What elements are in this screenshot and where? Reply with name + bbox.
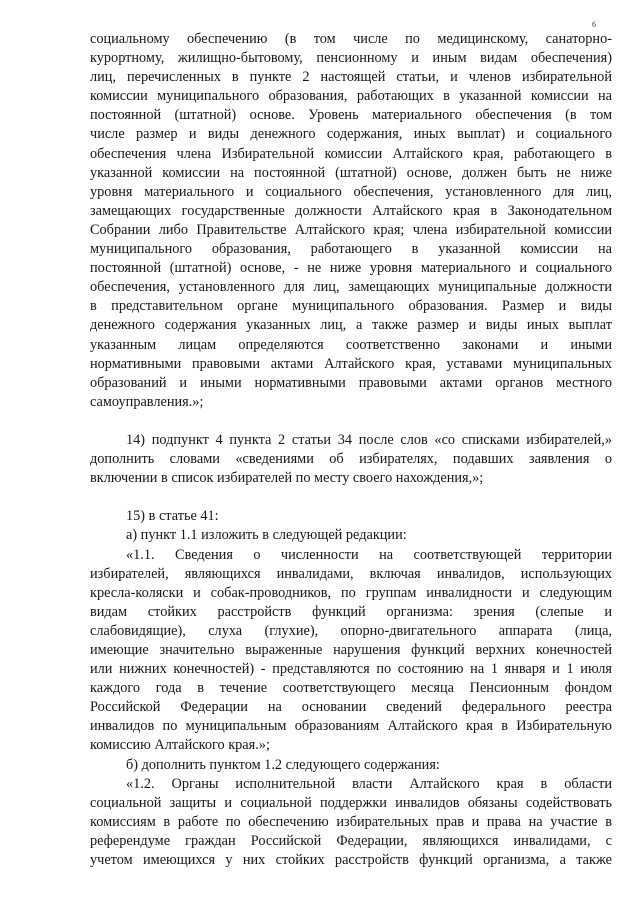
text-line: числе размер и виды денежного содержания, иных выплат) и социального xyxy=(90,126,612,143)
text-line: учетом имеющихся у них стойких расстройств функций организма, а также xyxy=(90,852,612,869)
text-line: уровня материального и социального обеспечения, установленного для лиц, xyxy=(90,183,612,200)
text-line: нормативными правовыми актами Алтайского края, уставами муниципальных xyxy=(90,355,612,372)
text-line: референдуме граждан Российской Федерации, являющихся инвалидами, с xyxy=(90,832,612,849)
paragraph-item-15-b xyxy=(90,756,612,775)
text-line: «1.1. Сведения о численности на соответствующей территории xyxy=(126,546,612,563)
text-line: муниципального образования, работающего в указанной комиссии на xyxy=(90,241,612,258)
text-line: имеющие значительно выраженные нарушения функций верхних конечностей xyxy=(90,642,612,658)
paragraph-gap xyxy=(90,412,612,431)
text-line: б) дополнить пунктом 1.2 следующего содержания: xyxy=(126,756,440,773)
text-line: постоянной (штатной) основе, - не ниже уровня материального и социального xyxy=(90,260,612,277)
text-line: социальной защиты и социальной поддержки инвалидов обязаны содействовать xyxy=(90,794,612,811)
text-line: слабовидящие), слуха (глухие), опорно-двигательного аппарата (лица, xyxy=(90,622,612,639)
paragraph-gap xyxy=(90,488,612,507)
text-line: а) пункт 1.1 изложить в следующей редакции: xyxy=(126,527,407,544)
paragraph-item-15 xyxy=(90,507,612,526)
document-body xyxy=(90,30,612,870)
paragraph-item-14 xyxy=(90,431,612,488)
text-line: 15) в статье 41: xyxy=(126,508,219,525)
text-line: комиссию Алтайского края.»; xyxy=(90,737,270,754)
paragraph-item-1-2 xyxy=(90,775,612,870)
text-line: комиссии муниципального образования, работающих в указанной комиссии на xyxy=(90,88,612,105)
paragraph-item-15-a xyxy=(90,526,612,545)
text-line: лиц, перечисленных в пункте 2 настоящей статьи, и членов избирательной xyxy=(90,69,612,86)
text-line: избирателей, являющихся инвалидами, включая инвалидов, использующих xyxy=(90,565,612,582)
text-line: постоянной (штатной) основе. Уровень материального обеспечения (в том xyxy=(90,107,612,124)
text-line: обеспечения, установленного для лиц, замещающих муниципальные должности xyxy=(90,279,612,296)
text-line: видам стойких расстройств функций организма: зрения (слепые и xyxy=(90,603,612,620)
text-line: Российской Федерации на основании сведений федерального реестра xyxy=(90,699,612,716)
text-line: дополнить словами «сведениями об избирателях, подавших заявления о xyxy=(90,451,612,468)
text-line: самоуправления.»; xyxy=(90,393,204,410)
text-line: или нижних конечностей) - представляются по состоянию на 1 января и 1 июля xyxy=(90,661,612,678)
text-line: включении в список избирателей по месту своего нахождения,»; xyxy=(90,470,484,487)
text-line: кресла-коляски и собак-проводников, по группам инвалидности и следующим xyxy=(90,584,612,601)
text-line: курортному, жилищно-бытовому, пенсионному и иным видам обеспечения) xyxy=(90,50,612,67)
text-line: обеспечения члена Избирательной комиссии Алтайского края, работающего в xyxy=(90,145,612,162)
paragraph-continuation xyxy=(90,30,612,412)
text-line: образований и иными нормативными правовыми актами органов местного xyxy=(90,374,612,391)
text-line: замещающих государственные должности Алтайского края в Законодательном xyxy=(90,202,612,219)
text-line: указанным лицам определяются соответственно законами и иными xyxy=(90,336,612,353)
text-line: указанной комиссии на постоянной (штатной) основе, должен быть не ниже xyxy=(90,164,612,181)
text-line: Собрании либо Правительстве Алтайского края; члена избирательной комиссии xyxy=(90,221,612,238)
text-line: в представительном органе муниципального образования. Размер и виды xyxy=(90,298,612,315)
paragraph-item-1-1 xyxy=(90,546,612,756)
text-line: денежного содержания указанных лиц, а также размер и виды иных выплат xyxy=(90,317,612,334)
text-line: социальному обеспечению (в том числе по медицинскому, санаторно- xyxy=(90,31,612,47)
page-number: 6 xyxy=(592,20,596,29)
text-line: каждого года в течение соответствующего месяца Пенсионным фондом xyxy=(90,680,612,697)
text-line: инвалидов по муниципальным образованиям Алтайского края в Избирательную xyxy=(90,718,612,735)
text-line: «1.2. Органы исполнительной власти Алтайского края в области xyxy=(126,775,612,792)
text-line: комиссиям в работе по обеспечению избирательных прав и права на участие в xyxy=(90,813,612,830)
text-line: 14) подпункт 4 пункта 2 статьи 34 после слов «со списками избирателей,» xyxy=(126,431,612,448)
